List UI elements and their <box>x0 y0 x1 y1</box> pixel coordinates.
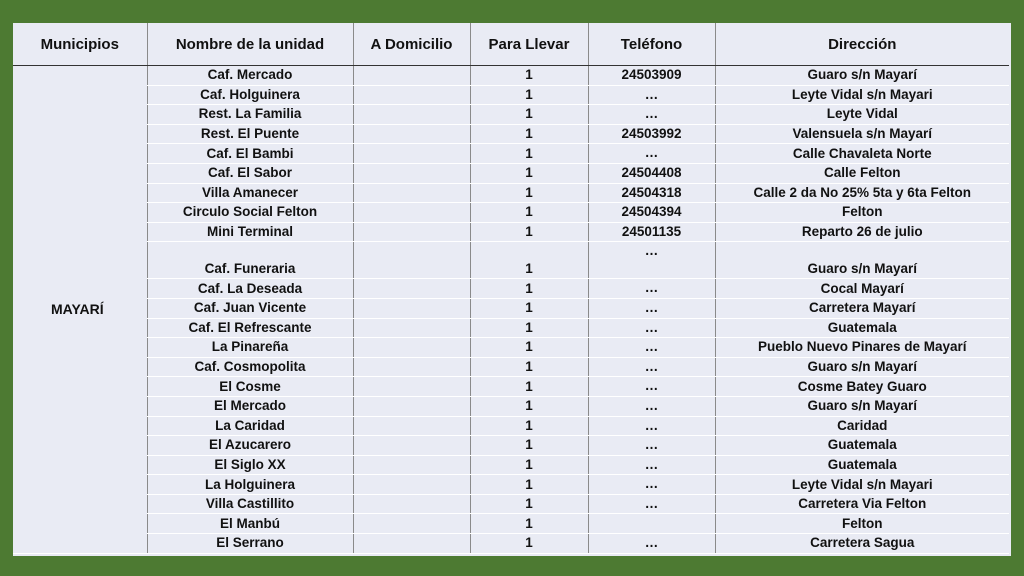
takeaway-cell: 1 <box>470 124 588 144</box>
takeaway-cell: 1 <box>470 242 588 279</box>
unit-name-cell: Caf. Funeraria <box>147 242 353 279</box>
address-cell: Carretera Via Felton <box>715 494 1009 514</box>
unit-name-cell: El Azucarero <box>147 436 353 456</box>
unit-name-cell: Rest. La Familia <box>147 105 353 125</box>
table-row <box>13 124 1009 144</box>
takeaway-cell: 1 <box>470 338 588 358</box>
unit-name-cell: El Cosme <box>147 377 353 397</box>
table-row <box>13 279 1009 299</box>
units-table <box>13 23 1009 554</box>
delivery-cell <box>353 85 470 105</box>
phone-cell: … <box>588 494 715 514</box>
unit-name-cell: Caf. Cosmopolita <box>147 357 353 377</box>
phone-cell: … <box>588 377 715 397</box>
takeaway-cell: 1 <box>470 396 588 416</box>
address-cell: Guatemala <box>715 318 1009 338</box>
delivery-cell <box>353 377 470 397</box>
table-row <box>13 494 1009 514</box>
delivery-cell <box>353 203 470 223</box>
unit-name-cell: Caf. El Sabor <box>147 163 353 183</box>
municipio-cell: MAYARÍ <box>13 66 147 554</box>
address-cell: Calle Chavaleta Norte <box>715 144 1009 164</box>
address-cell: Guatemala <box>715 436 1009 456</box>
phone-cell: … <box>588 242 715 279</box>
phone-cell: … <box>588 279 715 299</box>
unit-name-cell: La Pinareña <box>147 338 353 358</box>
address-cell: Calle Felton <box>715 163 1009 183</box>
unit-name-cell: El Siglo XX <box>147 455 353 475</box>
unit-name-cell: El Mercado <box>147 396 353 416</box>
phone-cell: … <box>588 298 715 318</box>
unit-name-cell: Rest. El Puente <box>147 124 353 144</box>
delivery-cell <box>353 475 470 495</box>
phone-cell: 24503992 <box>588 124 715 144</box>
takeaway-cell: 1 <box>470 534 588 554</box>
unit-name-cell: Caf. Juan Vicente <box>147 298 353 318</box>
table-row <box>13 357 1009 377</box>
delivery-cell <box>353 514 470 534</box>
table-row <box>13 222 1009 242</box>
delivery-cell <box>353 66 470 86</box>
table-row <box>13 338 1009 358</box>
unit-name-cell: Caf. El Bambi <box>147 144 353 164</box>
takeaway-cell: 1 <box>470 298 588 318</box>
address-cell: Felton <box>715 514 1009 534</box>
address-cell: Cosme Batey Guaro <box>715 377 1009 397</box>
address-cell: Guatemala <box>715 455 1009 475</box>
address-cell: Calle 2 da No 25% 5ta y 6ta Felton <box>715 183 1009 203</box>
phone-cell: 24504318 <box>588 183 715 203</box>
table-row <box>13 85 1009 105</box>
takeaway-cell: 1 <box>470 163 588 183</box>
header-llevar: Para Llevar <box>470 23 588 66</box>
unit-name-cell: La Holguinera <box>147 475 353 495</box>
phone-cell: … <box>588 455 715 475</box>
delivery-cell <box>353 416 470 436</box>
delivery-cell <box>353 105 470 125</box>
phone-cell: … <box>588 318 715 338</box>
address-cell: Guaro s/n Mayarí <box>715 242 1009 279</box>
takeaway-cell: 1 <box>470 475 588 495</box>
address-cell: Carretera Sagua <box>715 534 1009 554</box>
phone-cell: … <box>588 357 715 377</box>
table-row <box>13 318 1009 338</box>
delivery-cell <box>353 357 470 377</box>
table-row <box>13 514 1009 534</box>
phone-cell: 24504408 <box>588 163 715 183</box>
unit-name-cell: Caf. Holguinera <box>147 85 353 105</box>
delivery-cell <box>353 298 470 318</box>
table-row <box>13 455 1009 475</box>
takeaway-cell: 1 <box>470 85 588 105</box>
address-cell: Carretera Mayarí <box>715 298 1009 318</box>
address-cell: Reparto 26 de julio <box>715 222 1009 242</box>
phone-cell: … <box>588 144 715 164</box>
unit-name-cell: Caf. Mercado <box>147 66 353 86</box>
phone-cell: … <box>588 416 715 436</box>
delivery-cell <box>353 455 470 475</box>
delivery-cell <box>353 279 470 299</box>
takeaway-cell: 1 <box>470 416 588 436</box>
takeaway-cell: 1 <box>470 279 588 299</box>
address-cell: Felton <box>715 203 1009 223</box>
header-telefono: Teléfono <box>588 23 715 66</box>
unit-name-cell: Circulo Social Felton <box>147 203 353 223</box>
table-row <box>13 298 1009 318</box>
delivery-cell <box>353 144 470 164</box>
table-row <box>13 534 1009 554</box>
table-row <box>13 144 1009 164</box>
delivery-cell <box>353 222 470 242</box>
address-cell: Pueblo Nuevo Pinares de Mayarí <box>715 338 1009 358</box>
unit-name-cell: El Manbú <box>147 514 353 534</box>
takeaway-cell: 1 <box>470 183 588 203</box>
delivery-cell <box>353 436 470 456</box>
phone-cell: 24501135 <box>588 222 715 242</box>
takeaway-cell: 1 <box>470 436 588 456</box>
phone-cell: 24503909 <box>588 66 715 86</box>
delivery-cell <box>353 494 470 514</box>
takeaway-cell: 1 <box>470 455 588 475</box>
phone-cell: … <box>588 534 715 554</box>
delivery-cell <box>353 124 470 144</box>
table-row <box>13 163 1009 183</box>
phone-cell: … <box>588 105 715 125</box>
header-direccion: Dirección <box>715 23 1009 66</box>
table-row <box>13 203 1009 223</box>
delivery-cell <box>353 242 470 279</box>
unit-name-cell: Villa Castillito <box>147 494 353 514</box>
unit-name-cell: La Caridad <box>147 416 353 436</box>
takeaway-cell: 1 <box>470 66 588 86</box>
address-cell: Guaro s/n Mayarí <box>715 357 1009 377</box>
takeaway-cell: 1 <box>470 144 588 164</box>
unit-name-cell: Mini Terminal <box>147 222 353 242</box>
unit-name-cell: Caf. La Deseada <box>147 279 353 299</box>
header-row <box>13 23 1009 66</box>
address-cell: Guaro s/n Mayarí <box>715 396 1009 416</box>
address-cell: Leyte Vidal s/n Mayari <box>715 475 1009 495</box>
table-panel <box>13 23 1011 556</box>
takeaway-cell: 1 <box>470 357 588 377</box>
unit-name-cell: Villa Amanecer <box>147 183 353 203</box>
table-row <box>13 436 1009 456</box>
table-row <box>13 416 1009 436</box>
delivery-cell <box>353 534 470 554</box>
unit-name-cell: Caf. El Refrescante <box>147 318 353 338</box>
delivery-cell <box>353 183 470 203</box>
takeaway-cell: 1 <box>470 203 588 223</box>
address-cell: Cocal Mayarí <box>715 279 1009 299</box>
table-row <box>13 183 1009 203</box>
address-cell: Caridad <box>715 416 1009 436</box>
table-row <box>13 377 1009 397</box>
delivery-cell <box>353 318 470 338</box>
takeaway-cell: 1 <box>470 222 588 242</box>
phone-cell <box>588 514 715 534</box>
address-cell: Valensuela s/n Mayarí <box>715 124 1009 144</box>
table-row <box>13 242 1009 279</box>
takeaway-cell: 1 <box>470 514 588 534</box>
address-cell: Guaro s/n Mayarí <box>715 66 1009 86</box>
delivery-cell <box>353 396 470 416</box>
takeaway-cell: 1 <box>470 318 588 338</box>
unit-name-cell: El Serrano <box>147 534 353 554</box>
phone-cell: … <box>588 85 715 105</box>
table-row <box>13 396 1009 416</box>
table-row <box>13 475 1009 495</box>
address-cell: Leyte Vidal s/n Mayari <box>715 85 1009 105</box>
takeaway-cell: 1 <box>470 494 588 514</box>
address-cell: Leyte Vidal <box>715 105 1009 125</box>
header-municipios: Municipios <box>13 23 147 66</box>
delivery-cell <box>353 338 470 358</box>
header-nombre: Nombre de la unidad <box>147 23 353 66</box>
phone-cell: … <box>588 436 715 456</box>
takeaway-cell: 1 <box>470 105 588 125</box>
table-row <box>13 105 1009 125</box>
table-row <box>13 66 1009 86</box>
phone-cell: … <box>588 475 715 495</box>
delivery-cell <box>353 163 470 183</box>
phone-cell: … <box>588 396 715 416</box>
phone-cell: 24504394 <box>588 203 715 223</box>
phone-cell: … <box>588 338 715 358</box>
takeaway-cell: 1 <box>470 377 588 397</box>
header-domicilio: A Domicilio <box>353 23 470 66</box>
